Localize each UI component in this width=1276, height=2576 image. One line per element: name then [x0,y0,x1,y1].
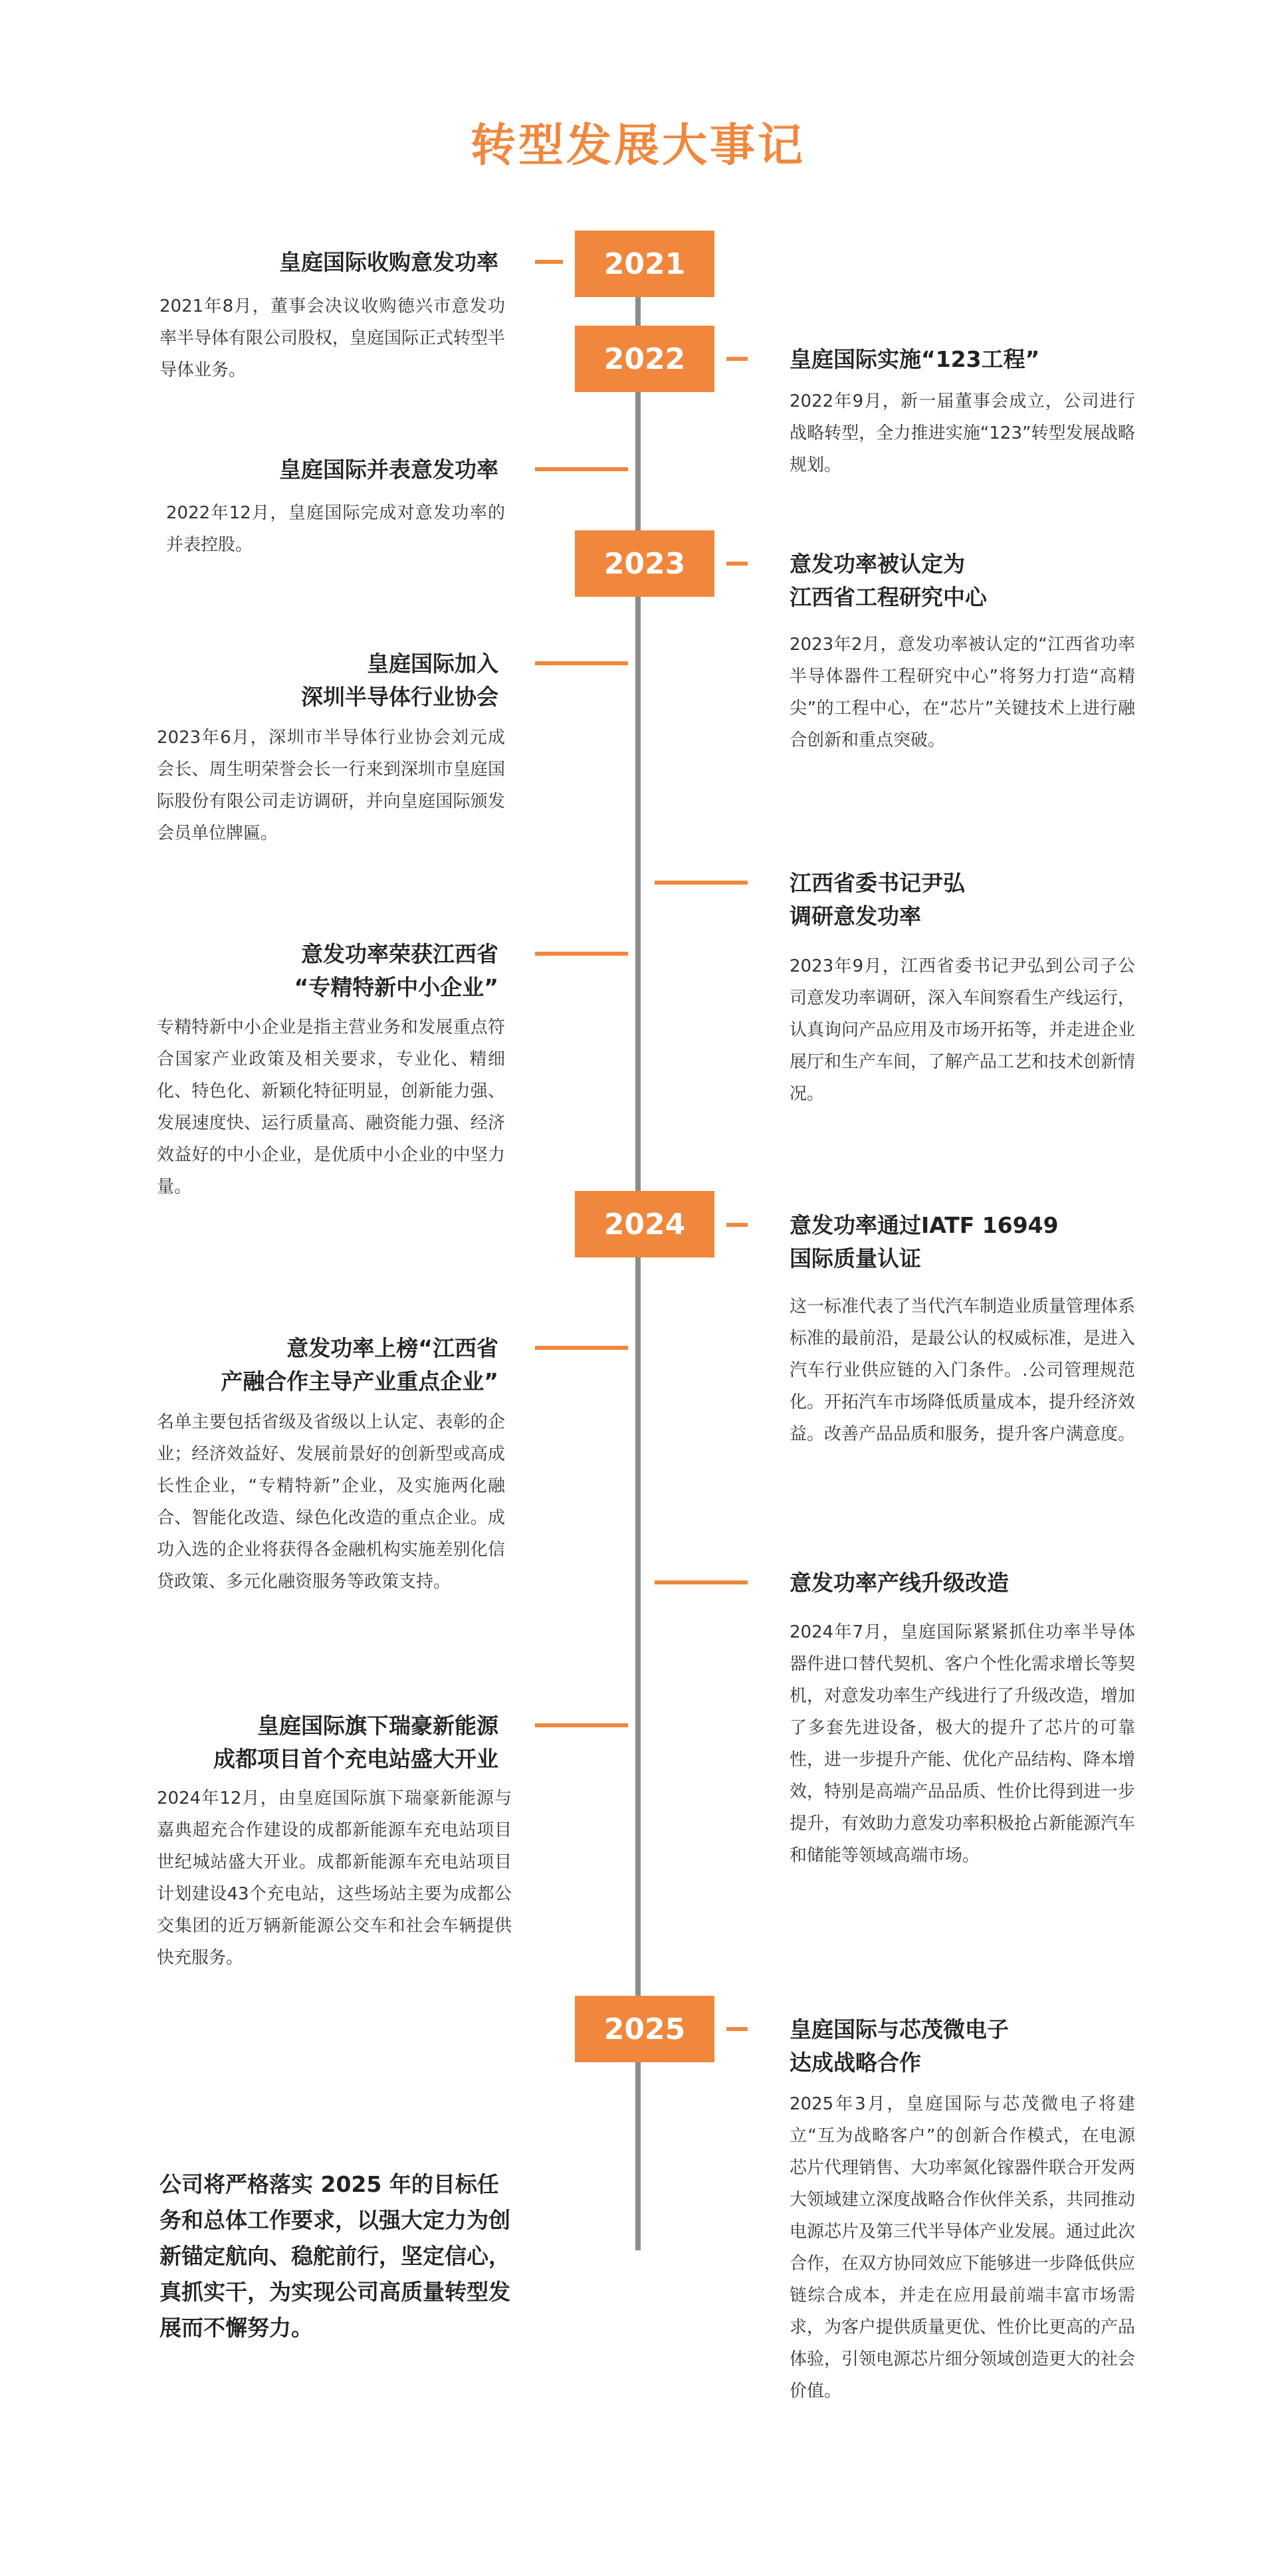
event-title-iatf: 意发功率通过IATF 16949 国际质量认证 [790,1212,1059,1271]
year-marker-2023: 2023 [575,530,714,597]
event-text-charging-station: 2024年12月，由皇庭国际旗下瑞豪新能源与嘉典超充合作建设的成都新能源车充电站项目世纪城站盛大开业。成都新能源车充电站项目计划建设43个充电站，这些场站主要为成都公交集团的近万辆新能源公交车和社会车辆提供快充服务。 [157,1788,512,1968]
event-title-engineering-center: 意发功率被认定为 江西省工程研究中心 [790,551,987,610]
event-title-secretary-visit: 江西省委书记尹弘 调研意发功率 [790,870,965,929]
page-title: 转型发展大事记 [470,119,805,172]
event-text-secretary-visit: 2023年9月，江西省委书记尹弘到公司子公司意发功率调研，深入车间察看生产线运行，认真询问产品应用及市场开拓等，并走进企业展厅和生产车间，了解产品工艺和技术创新情况。 [790,956,1136,1104]
connector-secretary-visit [655,881,748,885]
event-text-consolidation: 2022年12月，皇庭国际完成对意发功率的并表控股。 [166,503,505,555]
connector-shenzhen-association [535,661,628,665]
connector-little-giant [535,952,628,956]
event-title-xinmao: 皇庭国际与芯茂微电子 达成战略合作 [790,2016,1009,2076]
connector-iatf [726,1223,748,1227]
event-title-key-enterprise: 意发功率上榜“江西省 产融合作主导产业重点企业” [221,1335,498,1394]
event-title-shenzhen-association: 皇庭国际加入 深圳半导体行业协会 [301,651,498,710]
year-marker-2021: 2021 [575,231,714,297]
year-marker-2024: 2024 [575,1191,714,1257]
event-text-little-giant: 专精特新中小企业是指主营业务和发展重点符合国家产业政策及相关要求，专业化、精细化、特色化、新颖化特征明显，创新能力强、发展速度快、运行质量高、融资能力强、经济效益好的中小企业，是优质中小企业的中坚力量。 [157,1018,505,1197]
connector-charging-station [535,1723,628,1727]
event-title-charging-station: 皇庭国际旗下瑞豪新能源 成都项目首个充电站盛大开业 [213,1713,498,1772]
event-text-shenzhen-association: 2023年6月，深圳市半导体行业协会刘元成会长、周生明荣誉会长一行来到深圳市皇庭国际股份有限公司走访调研，并向皇庭国际颁发会员单位牌匾。 [157,728,505,843]
event-text-acquisition: 2021年8月，董事会决议收购德兴市意发功率半导体有限公司股权，皇庭国际正式转型半导体业务。 [160,296,506,380]
connector-project123 [726,357,748,361]
event-title-acquisition: 皇庭国际收购意发功率 [279,249,498,275]
event-text-xinmao: 2025年3月，皇庭国际与芯茂微电子将建立“互为战略客户”的创新合作模式，在电源芯片代理销售、大功率氮化镓器件联合开发两大领域建立深度战略合作伙伴关系，共同推动电源芯片及第三代半导体产业发展。通过此次合作，在双方协同效应下能够进一步降低供应链综合成本，并走在应用最前端丰富市场需求，为客户提供质量更优、性价比更高的产品体验，引领电源芯片细分领域创造更大的社会价值。 [790,2094,1136,2401]
connector-acquisition [535,260,563,264]
event-title-consolidation: 皇庭国际并表意发功率 [279,457,498,483]
event-text-engineering-center: 2023年2月，意发功率被认定的“江西省功率半导体器件工程研究中心”将努力打造“高精尖”的工程中心，在“芯片”关键技术上进行融合创新和重点突破。 [790,635,1135,750]
connector-engineering-center [726,562,748,566]
connector-key-enterprise [535,1346,628,1350]
event-title-project123: 皇庭国际实施“123工程” [790,346,1040,372]
event-text-line-upgrade: 2024年7月，皇庭国际紧紧抓住功率半导体器件进口替代契机、客户个性化需求增长等契机，对意发功率生产线进行了升级改造，增加了多套先进设备，极大的提升了芯片的可靠性，进一步提升产能、优化产品结构、降本增效，特别是高端产品品质、性价比得到进一步提升，有效助力意发功率积极抢占新能源汽车和储能等领域高端市场。 [790,1622,1136,1866]
event-text-key-enterprise: 名单主要包括省级及省级以上认定、表彰的企业；经济效益好、发展前景好的创新型或高成长性企业，“专精特新”企业，及实施两化融合、智能化改造、绿色化改造的重点企业。成功入选的企业将获得各金融机构实施差别化信贷政策、多元化融资服务等政策支持。 [157,1412,505,1592]
year-marker-2022: 2022 [575,326,714,392]
connector-line-upgrade [655,1580,748,1584]
year-marker-2025: 2025 [575,1996,714,2062]
connector-consolidation [535,467,628,471]
event-title-line-upgrade: 意发功率产线升级改造 [790,1570,1009,1596]
event-title-little-giant: 意发功率荣获江西省 “专精特新中小企业” [294,941,498,1000]
connector-xinmao [726,2027,748,2031]
closing-statement: 公司将严格落实 2025 年的目标任务和总体工作要求，以强大定力为创新锚定航向、稳舵前行，坚定信心，真抓实干，为实现公司高质量转型发展而不懈努力。 [160,2171,510,2341]
event-text-project123: 2022年9月，新一届董事会成立，公司进行战略转型，全力推进实施“123”转型发展战略规划。 [790,391,1135,475]
event-text-iatf: 这一标准代表了当代汽车制造业质量管理体系标准的最前沿，是最公认的权威标准，是进入汽车行业供应链的入门条件。.公司管理规范化。开拓汽车市场降低质量成本，提升经济效益。改善产品品质和服务，提升客户满意度。 [790,1297,1136,1444]
